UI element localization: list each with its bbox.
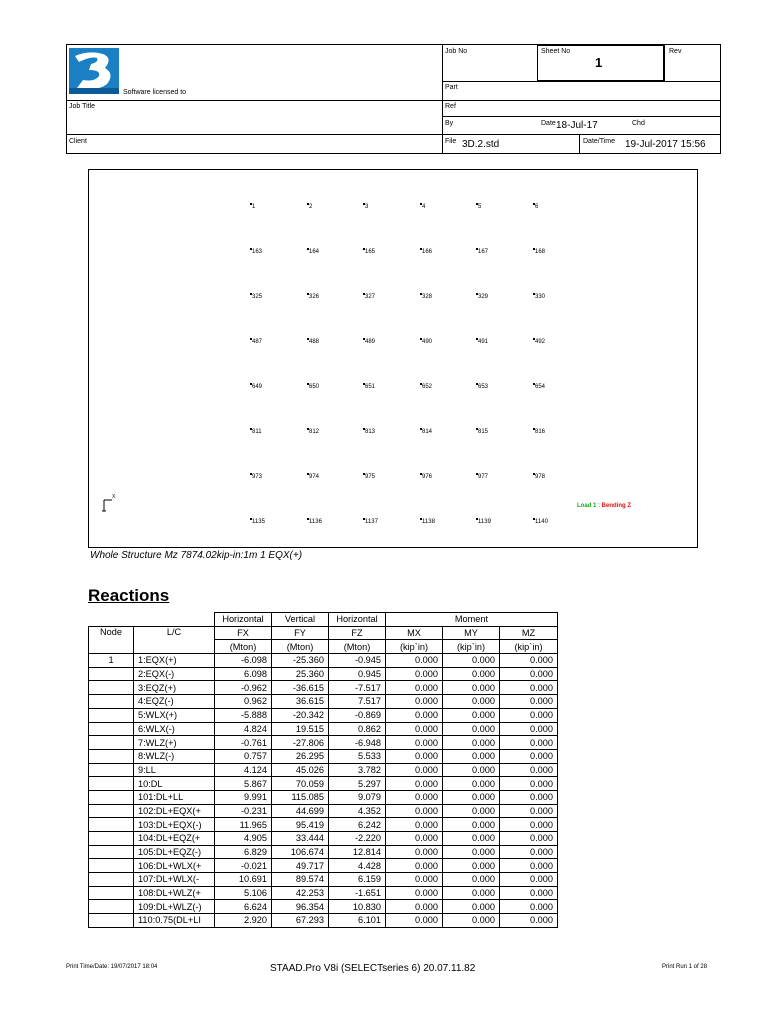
job-title-label: Job Title	[69, 103, 96, 110]
table-cell: 0.000	[500, 736, 558, 750]
node-label: 167	[478, 249, 489, 255]
table-cell	[89, 749, 134, 763]
table-cell: 108:DL+WLZ(+	[134, 886, 215, 900]
table-cell: -1.651	[329, 886, 386, 900]
table-cell: 5.106	[215, 886, 272, 900]
file-value: 3D.2.std	[462, 139, 500, 150]
table-cell: 0.000	[386, 886, 443, 900]
node-label: 1139	[478, 519, 491, 525]
table-cell	[89, 900, 134, 914]
table-cell: 12.814	[329, 845, 386, 859]
node-label: 812	[309, 429, 320, 435]
table-cell: 4.428	[329, 859, 386, 873]
table-cell: 0.000	[443, 681, 500, 695]
table-cell: 107:DL+WLX(-	[134, 873, 215, 887]
node-label: 1137	[365, 519, 378, 525]
table-cell: 5.533	[329, 749, 386, 763]
table-row	[89, 749, 558, 763]
node-label: 492	[535, 339, 546, 345]
table-cell	[89, 681, 134, 695]
table-cell: 0.000	[386, 654, 443, 668]
table-row	[89, 886, 558, 900]
table-cell: 0.000	[443, 777, 500, 791]
job-no-label: Job No	[445, 48, 468, 55]
reactions-title: Reactions	[88, 586, 170, 605]
table-cell: 0.000	[500, 777, 558, 791]
table-cell: 0.000	[443, 790, 500, 804]
table-cell: 0.000	[443, 654, 500, 668]
node-label: 649	[252, 384, 263, 390]
table-cell: 0.000	[443, 900, 500, 914]
table-row	[89, 667, 558, 681]
table-cell: (Mton)	[329, 640, 386, 654]
table-cell: MX	[386, 626, 443, 640]
table-cell: 0.000	[500, 845, 558, 859]
axis-icon	[102, 494, 116, 512]
table-cell: -0.869	[329, 708, 386, 722]
table-cell: 10.830	[329, 900, 386, 914]
diagram-caption: Whole Structure Mz 7874.02kip-in:1m 1 EQX(+)	[90, 550, 303, 561]
node-label: 3	[365, 204, 369, 210]
table-row	[89, 722, 558, 736]
node-label: 1138	[422, 519, 435, 525]
table-cell	[89, 873, 134, 887]
table-cell: -20.342	[272, 708, 329, 722]
table-cell: 0.000	[500, 763, 558, 777]
node-label: 327	[365, 294, 376, 300]
table-cell: 6.101	[329, 914, 386, 928]
table-row	[89, 736, 558, 750]
table-cell	[89, 886, 134, 900]
table-cell: 0.000	[386, 777, 443, 791]
table-cell: 0.000	[500, 681, 558, 695]
table-cell: FY	[272, 626, 329, 640]
table-row	[89, 900, 558, 914]
table-cell	[89, 708, 134, 722]
node-label: 654	[535, 384, 546, 390]
table-cell: 3:EQZ(+)	[134, 681, 215, 695]
table-cell: 0.000	[443, 886, 500, 900]
axis-x-label: X	[112, 494, 116, 500]
table-cell: 6.159	[329, 873, 386, 887]
node-label: 5	[478, 204, 482, 210]
table-row	[89, 804, 558, 818]
node-label: 163	[252, 249, 263, 255]
table-cell: -0.761	[215, 736, 272, 750]
table-cell: 95.419	[272, 818, 329, 832]
node-label: 168	[535, 249, 546, 255]
table-cell	[89, 695, 134, 709]
table-cell: 0.000	[386, 900, 443, 914]
table-cell: 0.000	[386, 749, 443, 763]
table-cell: 0.000	[386, 873, 443, 887]
node-label: 650	[309, 384, 320, 390]
table-cell: 0.000	[500, 749, 558, 763]
table-row	[89, 763, 558, 777]
table-cell: 0.000	[443, 873, 500, 887]
table-cell	[89, 613, 134, 627]
node-label: 653	[478, 384, 489, 390]
table-cell: 0.000	[443, 845, 500, 859]
node-label: 811	[252, 429, 262, 435]
table-cell: 0.000	[386, 681, 443, 695]
node-label: 974	[309, 474, 320, 480]
table-cell: 4.905	[215, 832, 272, 846]
table-cell	[89, 777, 134, 791]
table-cell: (kip`in)	[386, 640, 443, 654]
table-cell: -0.021	[215, 859, 272, 873]
table-cell: 8:WLZ(-)	[134, 749, 215, 763]
table-cell: 6.242	[329, 818, 386, 832]
node-label: 1	[252, 204, 256, 210]
table-cell: 0.000	[443, 859, 500, 873]
table-cell: 109:DL+WLZ(-)	[134, 900, 215, 914]
load-prefix: Load 1 :	[577, 503, 602, 509]
table-cell: 0.000	[443, 695, 500, 709]
node-label: 488	[309, 339, 320, 345]
table-cell: (kip`in)	[443, 640, 500, 654]
table-cell: Horizontal	[215, 613, 272, 627]
structure-diagram	[88, 169, 698, 548]
node-label: 813	[365, 429, 376, 435]
node-label: 1140	[535, 519, 548, 525]
table-cell: 1	[89, 654, 134, 668]
table-cell	[89, 722, 134, 736]
node-label: 6	[535, 204, 539, 210]
table-cell: -27.806	[272, 736, 329, 750]
table-cell	[89, 832, 134, 846]
client-label: Client	[69, 138, 87, 145]
bentley-logo-icon	[69, 48, 119, 94]
table-cell: 0.000	[500, 873, 558, 887]
table-cell: 67.293	[272, 914, 329, 928]
table-cell: 3.782	[329, 763, 386, 777]
table-row	[89, 695, 558, 709]
table-row	[89, 859, 558, 873]
table-cell: 36.615	[272, 695, 329, 709]
table-cell: 103:DL+EQX(-)	[134, 818, 215, 832]
table-cell: 0.000	[443, 914, 500, 928]
table-cell: 0.000	[500, 886, 558, 900]
node-label: 975	[365, 474, 376, 480]
node-label: 325	[252, 294, 263, 300]
table-cell: 0.000	[386, 914, 443, 928]
table-cell: 106:DL+WLX(+	[134, 859, 215, 873]
node-label: 166	[422, 249, 433, 255]
table-cell: 4.124	[215, 763, 272, 777]
table-row	[89, 790, 558, 804]
table-cell: 105:DL+EQZ(-)	[134, 845, 215, 859]
table-cell	[89, 804, 134, 818]
table-row	[89, 914, 558, 928]
table-cell	[89, 818, 134, 832]
table-cell: 49.717	[272, 859, 329, 873]
table-cell: -6.948	[329, 736, 386, 750]
file-label: File	[445, 138, 457, 145]
table-cell: 89.574	[272, 873, 329, 887]
part-label: Part	[445, 84, 458, 91]
table-cell: 0.000	[386, 695, 443, 709]
table-cell: 106.674	[272, 845, 329, 859]
date-value: 18-Jul-17	[556, 120, 598, 131]
table-cell: 45.026	[272, 763, 329, 777]
node-label: 814	[422, 429, 433, 435]
table-cell: Horizontal	[329, 613, 386, 627]
table-cell: 11.965	[215, 818, 272, 832]
table-cell: 6:WLX(-)	[134, 722, 215, 736]
table-row	[89, 654, 558, 668]
table-cell: 0.000	[500, 667, 558, 681]
table-cell: 10:DL	[134, 777, 215, 791]
node-label: 165	[365, 249, 376, 255]
table-cell	[89, 790, 134, 804]
table-cell: 26.295	[272, 749, 329, 763]
table-cell: 6.624	[215, 900, 272, 914]
table-cell: 0.000	[386, 804, 443, 818]
print-run: Print Run 1 of 28	[662, 964, 708, 970]
table-cell: 0.000	[443, 708, 500, 722]
node-label: 164	[309, 249, 320, 255]
load-name: Bending Z	[601, 503, 632, 509]
node-label: 652	[422, 384, 433, 390]
datetime-value: 19-Jul-2017 15:56	[625, 139, 706, 150]
node-label: 4	[422, 204, 426, 210]
table-cell: 9:LL	[134, 763, 215, 777]
node-label: 491	[478, 339, 489, 345]
table-cell: -0.231	[215, 804, 272, 818]
table-row	[89, 777, 558, 791]
table-cell: 0.000	[443, 818, 500, 832]
table-cell: 102:DL+EQX(+	[134, 804, 215, 818]
table-cell: 0.000	[386, 736, 443, 750]
table-cell: FX	[215, 626, 272, 640]
table-cell: 9.991	[215, 790, 272, 804]
title-block	[66, 44, 721, 154]
table-cell: 0.000	[386, 832, 443, 846]
print-time: Print Time/Date: 19/07/2017 18:04	[66, 964, 158, 970]
table-cell: 70.059	[272, 777, 329, 791]
reactions-table	[88, 612, 558, 928]
node-label: 490	[422, 339, 433, 345]
table-cell: 5.297	[329, 777, 386, 791]
table-cell: 0.000	[500, 654, 558, 668]
table-cell	[89, 736, 134, 750]
table-cell	[134, 613, 215, 627]
datetime-label: Date/Time	[583, 138, 616, 145]
table-cell: 0.000	[500, 790, 558, 804]
sheet-no-label: Sheet No	[541, 48, 571, 55]
table-cell: 1:EQX(+)	[134, 654, 215, 668]
table-cell: 0.000	[443, 763, 500, 777]
load-label	[577, 503, 631, 509]
table-cell: 0.000	[443, 832, 500, 846]
table-cell: FZ	[329, 626, 386, 640]
table-cell: 0.000	[386, 818, 443, 832]
table-cell: -0.945	[329, 654, 386, 668]
table-cell: -5.888	[215, 708, 272, 722]
node-label: 1135	[252, 519, 265, 525]
program-version: STAAD.Pro V8i (SELECTseries 6) 20.07.11.82	[270, 963, 476, 974]
table-cell: Moment	[386, 613, 558, 627]
table-cell: -6.098	[215, 654, 272, 668]
table-cell	[89, 859, 134, 873]
table-cell: 9.079	[329, 790, 386, 804]
node-label: 326	[309, 294, 320, 300]
node-label: 1136	[309, 519, 322, 525]
table-cell: 0.000	[443, 749, 500, 763]
table-cell: 0.000	[386, 722, 443, 736]
table-cell: 44.699	[272, 804, 329, 818]
table-cell: 0.000	[386, 763, 443, 777]
table-cell: 5:WLX(+)	[134, 708, 215, 722]
table-cell: 0.862	[329, 722, 386, 736]
table-cell: 6.829	[215, 845, 272, 859]
table-cell: -7.517	[329, 681, 386, 695]
table-cell: 4:EQZ(-)	[134, 695, 215, 709]
table-cell: 6.098	[215, 667, 272, 681]
table-cell: 0.000	[500, 900, 558, 914]
table-row	[89, 681, 558, 695]
node-label: 976	[422, 474, 433, 480]
table-cell: 0.000	[386, 790, 443, 804]
table-row	[89, 845, 558, 859]
node-label: 328	[422, 294, 433, 300]
node-label: 2	[309, 204, 313, 210]
table-cell	[89, 845, 134, 859]
table-cell: 96.354	[272, 900, 329, 914]
table-cell: -2.220	[329, 832, 386, 846]
table-cell: 0.000	[386, 667, 443, 681]
node-label: 329	[478, 294, 489, 300]
table-cell: Node	[89, 626, 134, 653]
node-label: 973	[252, 474, 263, 480]
table-cell: 19.515	[272, 722, 329, 736]
node-label: 487	[252, 339, 263, 345]
table-cell: 10.691	[215, 873, 272, 887]
table-cell: 110:0.75(DL+LI	[134, 914, 215, 928]
table-cell: 2:EQX(-)	[134, 667, 215, 681]
licensed-to-label: Software licensed to	[123, 89, 187, 96]
table-cell: 4.352	[329, 804, 386, 818]
table-row	[89, 818, 558, 832]
table-cell: 0.000	[500, 708, 558, 722]
table-row	[89, 708, 558, 722]
rev-label: Rev	[669, 48, 682, 55]
node-label: 651	[365, 384, 376, 390]
table-cell: 0.000	[386, 708, 443, 722]
date-label: Date	[541, 120, 556, 127]
table-cell: 0.000	[500, 859, 558, 873]
table-cell: 0.000	[500, 722, 558, 736]
node-label: 816	[535, 429, 546, 435]
table-cell: 115.085	[272, 790, 329, 804]
table-cell: 0.962	[215, 695, 272, 709]
table-cell: 25.360	[272, 667, 329, 681]
table-cell: 5.867	[215, 777, 272, 791]
table-cell: (kip`in)	[500, 640, 558, 654]
table-cell: L/C	[134, 626, 215, 653]
table-cell: MZ	[500, 626, 558, 640]
table-cell: 0.000	[443, 667, 500, 681]
node-label: 489	[365, 339, 376, 345]
node-label: 978	[535, 474, 546, 480]
table-cell: 0.000	[500, 804, 558, 818]
table-cell	[89, 667, 134, 681]
table-cell	[89, 914, 134, 928]
ref-label: Ref	[445, 103, 456, 110]
table-cell: 0.000	[386, 859, 443, 873]
sheet-no-box	[537, 45, 664, 81]
table-row	[89, 873, 558, 887]
table-cell: 0.000	[386, 845, 443, 859]
table-cell: 2.920	[215, 914, 272, 928]
sheet-no-value: 1	[595, 55, 603, 70]
table-cell: 42.253	[272, 886, 329, 900]
table-cell: 4.824	[215, 722, 272, 736]
table-cell: -36.615	[272, 681, 329, 695]
table-row	[89, 832, 558, 846]
by-label: By	[445, 120, 454, 127]
table-cell: 0.000	[500, 695, 558, 709]
node-label: 815	[478, 429, 489, 435]
table-cell: 33.444	[272, 832, 329, 846]
table-cell: -0.962	[215, 681, 272, 695]
table-cell: Vertical	[272, 613, 329, 627]
table-cell: 0.000	[443, 722, 500, 736]
table-cell: 0.000	[500, 914, 558, 928]
table-cell: 0.000	[443, 804, 500, 818]
node-label: 977	[478, 474, 489, 480]
table-cell	[89, 763, 134, 777]
table-cell: 7:WLZ(+)	[134, 736, 215, 750]
table-header-row	[89, 613, 558, 627]
table-cell: 0.000	[500, 818, 558, 832]
table-cell: 7.517	[329, 695, 386, 709]
table-header-row	[89, 626, 558, 640]
table-cell: (Mton)	[215, 640, 272, 654]
table-cell: (Mton)	[272, 640, 329, 654]
table-cell: 0.000	[500, 832, 558, 846]
table-cell: MY	[443, 626, 500, 640]
table-cell: 101:DL+LL	[134, 790, 215, 804]
table-cell: 0.945	[329, 667, 386, 681]
table-cell: 0.000	[443, 736, 500, 750]
table-cell: 0.757	[215, 749, 272, 763]
node-label: 330	[535, 294, 546, 300]
table-cell: 104:DL+EQZ(+	[134, 832, 215, 846]
chd-label: Chd	[632, 120, 645, 127]
table-cell: -25.360	[272, 654, 329, 668]
